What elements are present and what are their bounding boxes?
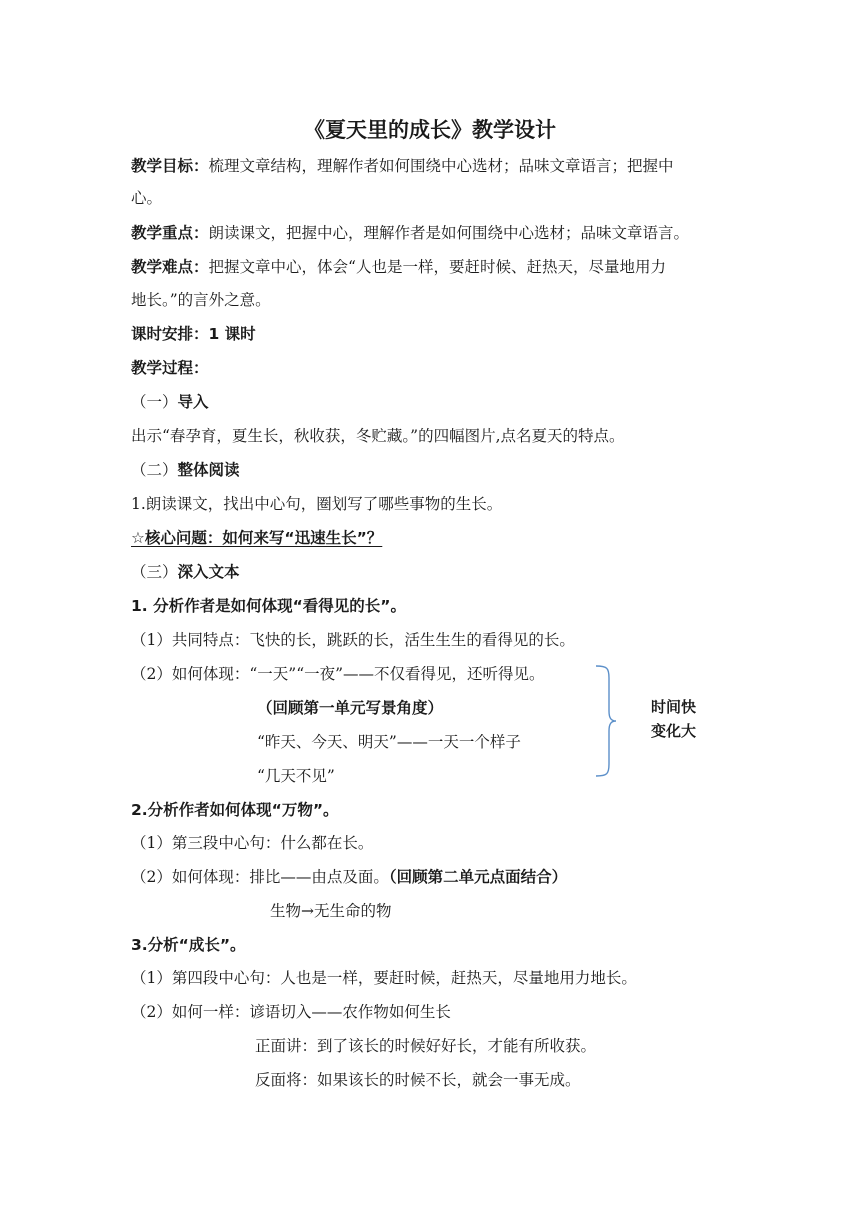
analysis-1-item-2: （2）如何体现：“一天”“一夜”——不仅看得见，还听得见。 — [131, 665, 545, 683]
analysis-2-item-2-text: （2）如何体现：排比——由点及面。 — [131, 868, 389, 886]
intro-text: 出示“春孕育，夏生长，秋收获，冬贮藏。”的四幅图片,点名夏天的特点。 — [131, 427, 625, 445]
analysis-1-sub-2: “昨天、今天、明天”——一天一个样子 — [257, 733, 521, 751]
difficulty-label: 教学难点： — [131, 258, 209, 276]
analysis-3-heading: 3.分析“成长”。 — [131, 936, 246, 954]
section-deep — [131, 561, 240, 583]
difficulty-line — [131, 256, 666, 278]
goal-line-2: 心。 — [131, 189, 163, 207]
section-reading-title: 整体阅读 — [177, 461, 240, 479]
analysis-3-item-2: （2）如何一样：谚语切入——农作物如何生长 — [131, 1003, 451, 1021]
brace-note-2: 变化大 — [651, 722, 697, 740]
analysis-3-item-1: （1）第四段中心句：人也是一样，要赶时候，赶热天，尽量地用力地长。 — [131, 969, 637, 987]
analysis-1-sub-3: “几天不见” — [257, 767, 335, 785]
goal-label: 教学目标： — [131, 157, 209, 175]
section-intro-title: 导入 — [177, 393, 209, 411]
page-title: 《夏天里的成长》教学设计 — [304, 118, 556, 142]
analysis-3-sub-1: 正面讲：到了该长的时候好好长，才能有所收获。 — [255, 1037, 597, 1055]
process-heading: 教学过程： — [131, 359, 209, 377]
section-reading-label: （二） — [131, 461, 178, 479]
analysis-2-heading: 2.分析作者如何体现“万物”。 — [131, 801, 339, 819]
analysis-2-item-2-review: （回顾第二单元点面结合） — [388, 868, 568, 886]
analysis-1-heading: 1. 分析作者是如何体现“看得见的长”。 — [131, 597, 406, 615]
analysis-3-sub-2: 反面将：如果该长的时候不长，就会一事无成。 — [255, 1071, 581, 1089]
analysis-1-item-1: （1）共同特点：飞快的长，跳跃的长，活生生生的看得见的长。 — [131, 631, 575, 649]
reading-text: 1.朗读课文，找出中心句，圈划写了哪些事物的生长。 — [131, 495, 503, 513]
analysis-1-sub-1: （回顾第一单元写景角度） — [257, 699, 444, 717]
goal-line — [131, 155, 674, 177]
section-intro-label: （一） — [131, 393, 178, 411]
analysis-2-item-1: （1）第三段中心句：什么都在长。 — [131, 834, 374, 852]
brace-note-1: 时间快 — [651, 698, 697, 716]
key-text: 朗读课文，把握中心，理解作者是如何围绕中心选材；品味文章语言。 — [208, 224, 690, 242]
key-label: 教学重点： — [131, 224, 209, 242]
analysis-2-item-2 — [131, 866, 567, 888]
goal-text: 梳理文章结构，理解作者如何围绕中心选材；品味文章语言；把握中 — [208, 157, 674, 175]
difficulty-text: 把握文章中心，体会“人也是一样，要赶时候、赶热天，尽量地用力 — [208, 258, 666, 276]
section-deep-title: 深入文本 — [177, 563, 240, 581]
core-question: ☆核心问题：如何来写“迅速生长”？ — [131, 529, 383, 547]
section-reading — [131, 459, 240, 481]
schedule-line: 课时安排：1 课时 — [131, 325, 256, 343]
key-line — [131, 222, 689, 244]
analysis-2-sub: 生物→无生命的物 — [270, 902, 392, 920]
section-deep-label: （三） — [131, 563, 178, 581]
section-intro — [131, 391, 209, 413]
difficulty-line-2: 地长。”的言外之意。 — [131, 291, 271, 309]
right-brace-icon — [594, 664, 618, 778]
